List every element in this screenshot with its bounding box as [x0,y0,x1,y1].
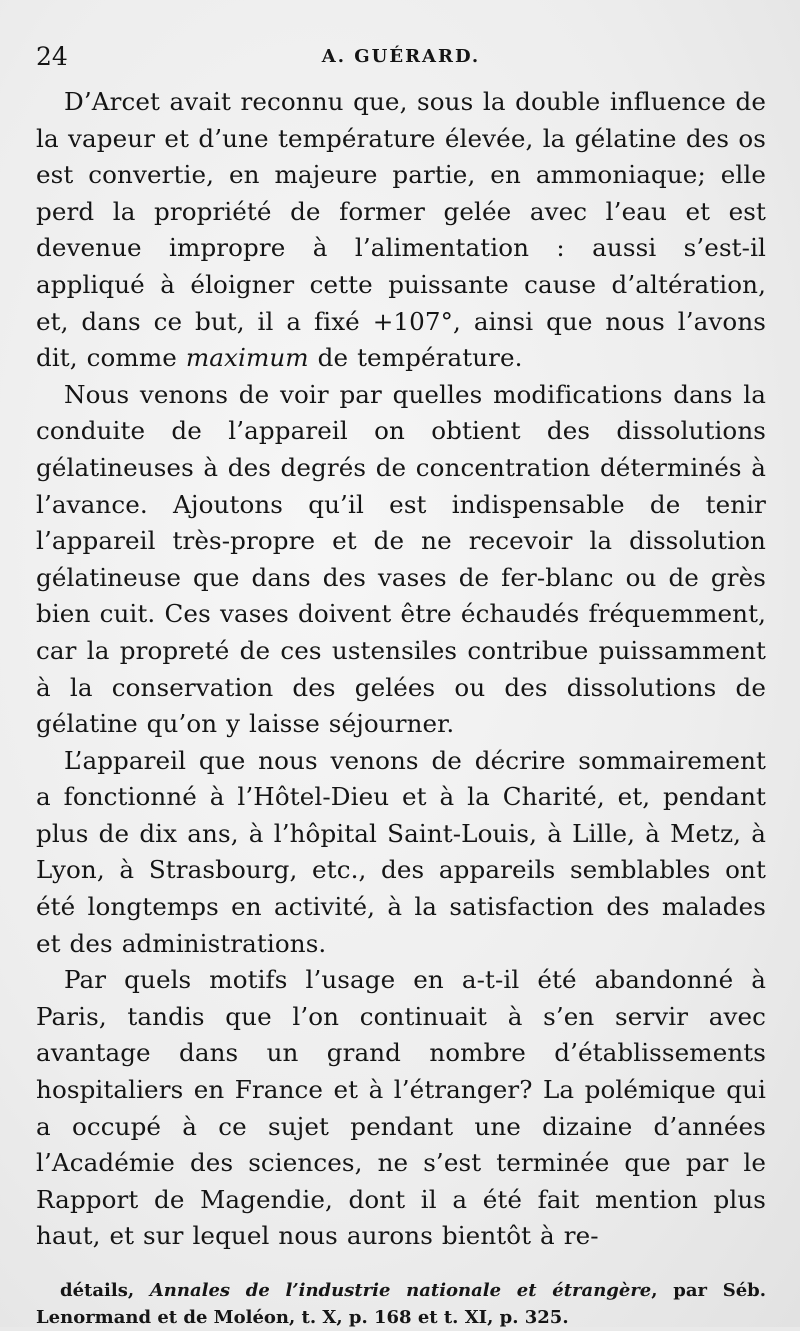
paragraph-4: Par quels motifs l’usage en a-t-il été abandonné à Paris, tandis que l’on continuait à s’en servir avec avantage dans un grand nombre d’établissements hospitaliers en France et à l’étranger? La polémique qui a occupé à ce sujet pendant une dizaine d’années l’Académie des sciences, ne s’est terminée que par le Rapport de Magendie, dont il a été fait mention plus haut, et sur lequel nous aurons bientôt à re- [36,965,766,1251]
paragraph-1 [36,84,766,377]
paragraph-2: Nous venons de voir par quelles modifications dans la conduite de l’appareil on obtient des dissolutions gélatineuses à des degrés de concentration déterminés à l’avance. Ajoutons qu’il est indispensable de tenir l’appareil très-propre et de ne recevoir la dissolution gélatineuse que dans des vases de fer-blanc ou de grès bien cuit. Ces vases doivent être échaudés fréquemment, car la propreté de ces ustensiles contribue puissamment à la conservation des gelées ou des dissolutions de gélatine qu’on y laisse séjourner. [36,379,766,739]
paragraph-3: L’appareil que nous venons de décrire sommairement a fonctionné à l’Hôtel-Dieu et à la Charité, et, pendant plus de dix ans, à l’hôpital Saint-Louis, à Lille, à Metz, à Lyon, à Strasbourg, etc., des appareils semblables ont été longtemps en activité, à la satisfaction des malades et des administrations. [36,745,766,958]
footnote [36,1277,766,1331]
page-header [36,42,766,84]
paragraph-1-text-a: D’Arcet avait reconnu que, sous la double influence de la vapeur et d’une température élevée, la gélatine des os est convertie, en majeure partie, en ammoniaque; elle perd la propriété de former gelée avec l’eau et est devenue impropre à l’alimentation : aussi s’est-il appliqué à éloigner cette puissante cause d’altération, et, dans ce but, il a fixé +107°, ainsi que nous l’avons dit, comme [36,87,766,373]
body-text [36,84,766,1255]
footnote-lead: détails, [60,1280,150,1301]
footnote-journal-title: Annales de l’industrie nationale et étrangère [149,1280,652,1301]
paragraph-1-text-b: de température. [308,343,523,373]
page-number: 24 [36,42,68,71]
running-head: A. GUÉRARD. [321,46,481,67]
footnote-citation: , par Séb. Lenormand et de Moléon, t. X, p. 168 et t. XI, p. 325. [36,1280,766,1328]
paragraph-1-italic-word: maximum [185,343,309,373]
